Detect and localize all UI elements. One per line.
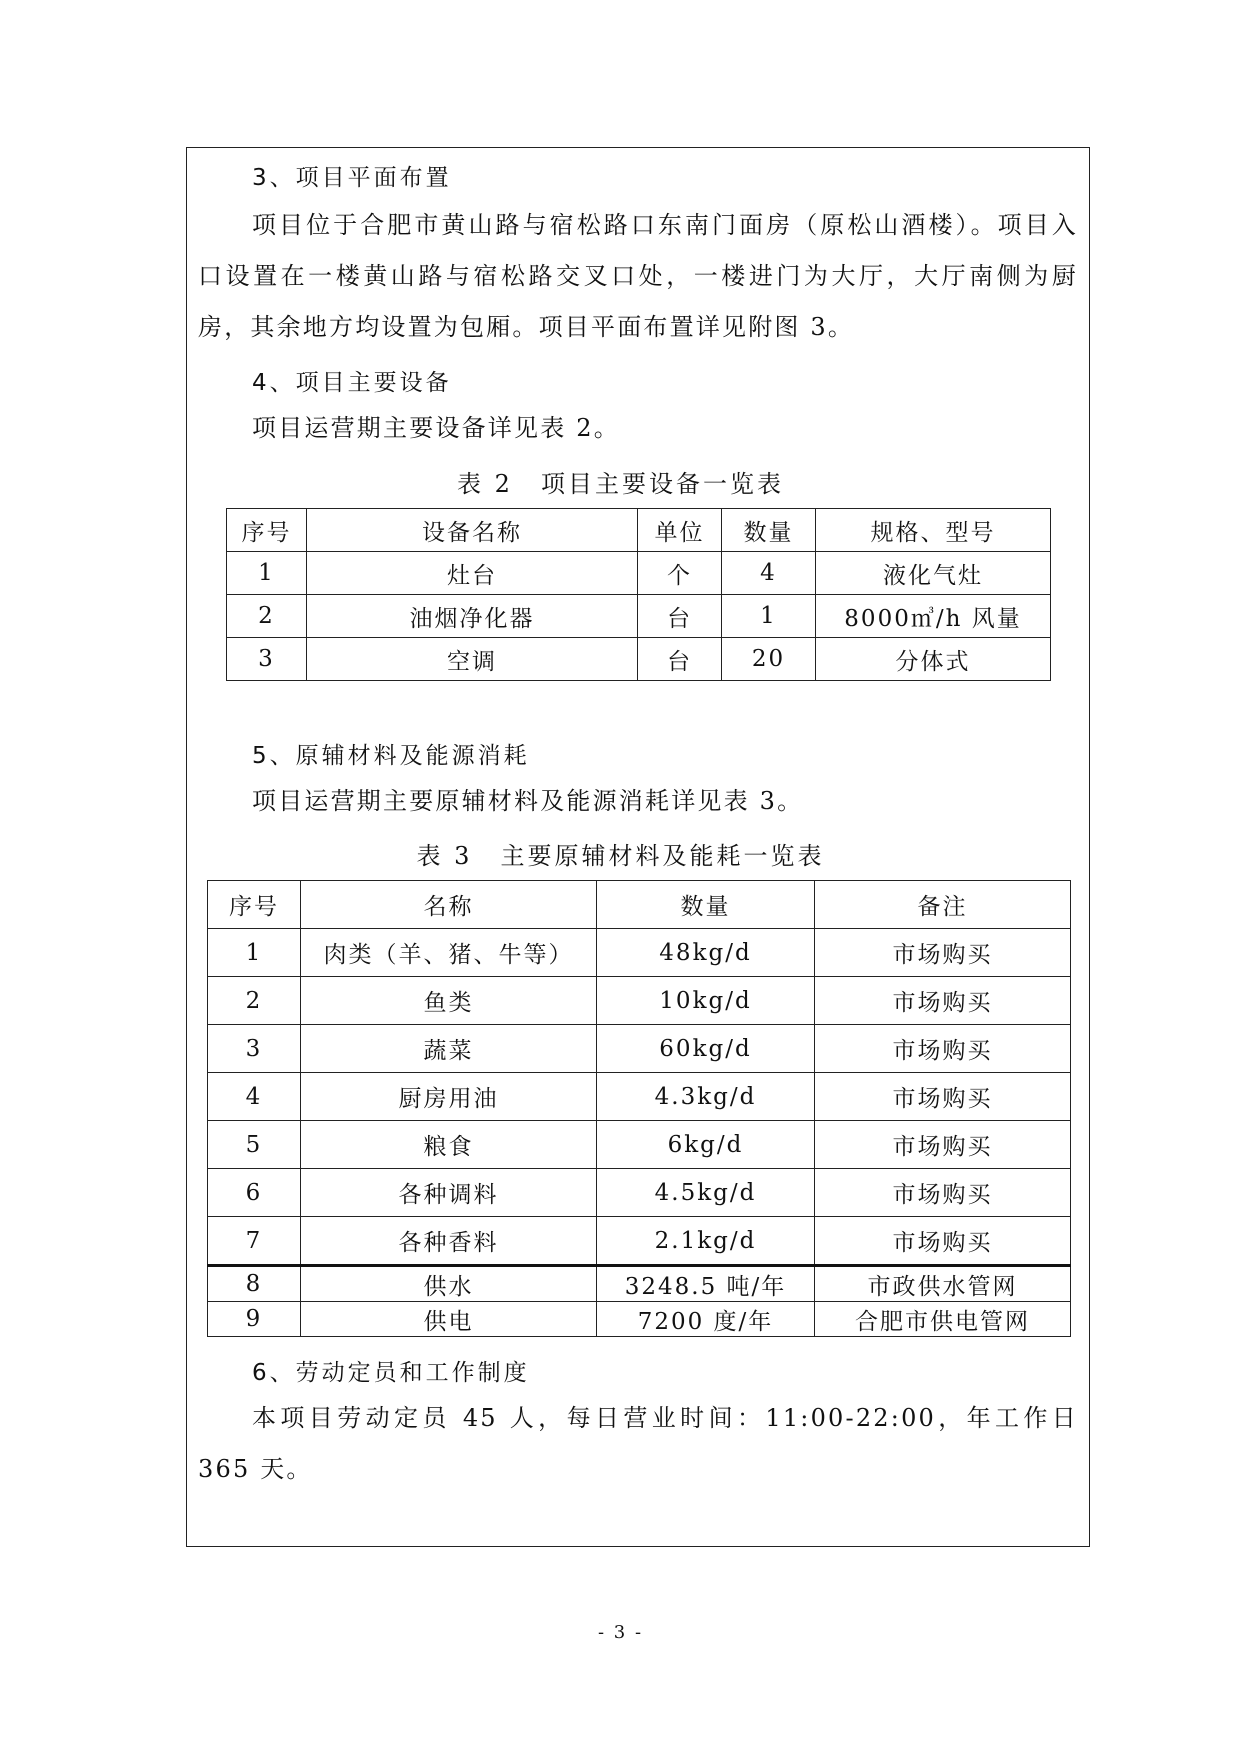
table-cell: 10kg/d [597, 977, 815, 1025]
table-cell: 厨房用油 [301, 1073, 597, 1121]
table-cell: 1 [208, 929, 301, 977]
table-cell: 4 [208, 1073, 301, 1121]
table-cell: 20 [722, 638, 816, 681]
table-cell: 市场购买 [815, 1169, 1071, 1217]
table-3-caption-title: 主要原辅材料及能耗一览表 [500, 842, 825, 870]
table-cell: 2.1kg/d [597, 1217, 815, 1266]
page-number: - 3 - [597, 1622, 644, 1643]
table-cell: 1 [227, 552, 307, 595]
section-5-heading: 5、原辅材料及能源消耗 [252, 743, 530, 769]
table-cell: 肉类（羊、猪、牛等） [301, 929, 597, 977]
materials-table [207, 880, 1071, 1337]
table-3-caption [0, 836, 1241, 871]
table-cell: 3 [227, 638, 307, 681]
table-cell: 4.3kg/d [597, 1073, 815, 1121]
table-cell: 供水 [301, 1266, 597, 1302]
table-cell: 2 [208, 977, 301, 1025]
header-cell: 数量 [597, 881, 815, 929]
table-cell: 4.5kg/d [597, 1169, 815, 1217]
table-cell: 市场购买 [815, 1217, 1071, 1266]
table-cell: 市场购买 [815, 1121, 1071, 1169]
table-cell: 3 [208, 1025, 301, 1073]
section-5-text: 项目运营期主要原辅材料及能源消耗详见表 3。 [252, 787, 804, 815]
table-cell: 5 [208, 1121, 301, 1169]
table-cell: 个 [638, 552, 722, 595]
table-row [208, 1266, 1071, 1302]
header-cell: 单位 [638, 509, 722, 552]
table-cell: 3248.5 吨/年 [597, 1266, 815, 1302]
table-row [208, 1169, 1071, 1217]
table-cell: 市场购买 [815, 929, 1071, 977]
section-6-text: 本项目劳动定员 45 人，每日营业时间：11:00-22:00，年工作日 365 天。 [198, 1404, 1078, 1483]
header-cell: 规格、型号 [816, 509, 1051, 552]
table-cell: 9 [208, 1302, 301, 1337]
table-cell: 鱼类 [301, 977, 597, 1025]
table-row [208, 977, 1071, 1025]
table-cell: 市场购买 [815, 1073, 1071, 1121]
header-cell: 序号 [227, 509, 307, 552]
table-cell: 分体式 [816, 638, 1051, 681]
header-cell: 设备名称 [307, 509, 638, 552]
section-3-heading: 3、项目平面布置 [252, 165, 452, 191]
table-cell: 合肥市供电管网 [815, 1302, 1071, 1337]
header-cell: 序号 [208, 881, 301, 929]
table-3-caption-number: 表 3 [416, 842, 473, 870]
table-2-caption [0, 464, 1241, 499]
table-cell: 市政供水管网 [815, 1266, 1071, 1302]
table-header-row [208, 881, 1071, 929]
table-row [208, 1121, 1071, 1169]
table-cell: 8000㎥/h 风量 [816, 595, 1051, 638]
table-cell: 8 [208, 1266, 301, 1302]
section-4-heading: 4、项目主要设备 [252, 370, 452, 396]
table-cell: 2 [227, 595, 307, 638]
table-cell: 油烟净化器 [307, 595, 638, 638]
table-row [208, 1217, 1071, 1266]
table-cell: 市场购买 [815, 977, 1071, 1025]
table-cell: 7200 度/年 [597, 1302, 815, 1337]
table-cell: 液化气灶 [816, 552, 1051, 595]
table-cell: 60kg/d [597, 1025, 815, 1073]
table-cell: 各种调料 [301, 1169, 597, 1217]
equipment-table [226, 508, 1051, 681]
table-cell: 6 [208, 1169, 301, 1217]
table-row [208, 929, 1071, 977]
table-2-caption-title: 项目主要设备一览表 [540, 470, 784, 498]
table-cell: 蔬菜 [301, 1025, 597, 1073]
header-cell: 备注 [815, 881, 1071, 929]
table-row [208, 1302, 1071, 1337]
table-cell: 空调 [307, 638, 638, 681]
table-cell: 市场购买 [815, 1025, 1071, 1073]
header-cell: 名称 [301, 881, 597, 929]
section-4-text: 项目运营期主要设备详见表 2。 [252, 414, 620, 442]
table-cell: 灶台 [307, 552, 638, 595]
table-row [227, 595, 1051, 638]
table-row [208, 1073, 1071, 1121]
table-cell: 1 [722, 595, 816, 638]
table-cell: 各种香料 [301, 1217, 597, 1266]
table-header-row [227, 509, 1051, 552]
table-cell: 48kg/d [597, 929, 815, 977]
section-6-heading: 6、劳动定员和工作制度 [252, 1360, 530, 1386]
table-cell: 7 [208, 1217, 301, 1266]
table-cell: 台 [638, 595, 722, 638]
table-2-caption-number: 表 2 [457, 470, 513, 498]
header-cell: 数量 [722, 509, 816, 552]
table-cell: 6kg/d [597, 1121, 815, 1169]
table-cell: 粮食 [301, 1121, 597, 1169]
table-row [227, 552, 1051, 595]
table-row [227, 638, 1051, 681]
table-cell: 4 [722, 552, 816, 595]
table-cell: 供电 [301, 1302, 597, 1337]
table-cell: 台 [638, 638, 722, 681]
section-3-text: 项目位于合肥市黄山路与宿松路口东南门面房（原松山酒楼）。项目入口设置在一楼黄山路与宿松路交叉口处，一楼进门为大厅，大厅南侧为厨房，其余地方均设置为包厢。项目平面布置详见附图 3。 [198, 211, 1078, 341]
table-row [208, 1025, 1071, 1073]
